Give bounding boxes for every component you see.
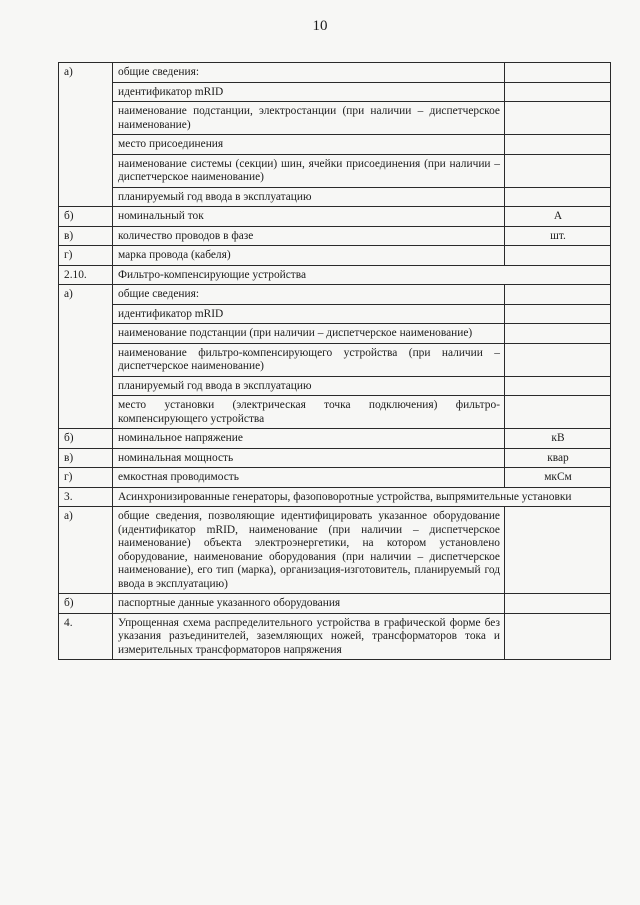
row-text: наименование подстанции (при наличии – диспетчерское наименование) [113,324,505,344]
table-row [59,102,611,135]
row-text: общие сведения: [113,63,505,83]
row-number: б) [59,429,113,449]
value-cell [505,304,611,324]
value-cell [505,102,611,135]
table-row [59,468,611,488]
table-row [59,207,611,227]
unit-cell: квар [505,448,611,468]
value-cell [505,613,611,660]
unit-cell: шт. [505,226,611,246]
row-number: в) [59,226,113,246]
row-text: номинальная мощность [113,448,505,468]
row-number: б) [59,594,113,614]
table-row [59,343,611,376]
row-number: а) [59,507,113,594]
table-row [59,304,611,324]
table-row [59,154,611,187]
row-text: емкостная проводимость [113,468,505,488]
row-number: в) [59,448,113,468]
value-cell [505,246,611,266]
table-row [59,429,611,449]
row-number: 3. [59,487,113,507]
row-number: а) [59,63,113,207]
unit-cell: кВ [505,429,611,449]
row-number: б) [59,207,113,227]
row-text: номинальное напряжение [113,429,505,449]
row-text: место установки (электрическая точка подключения) фильтро-компенсирующего устройства [113,396,505,429]
table-row [59,246,611,266]
row-text: планируемый год ввода в эксплуатацию [113,187,505,207]
value-cell [505,507,611,594]
row-text: Упрощенная схема распределительного устройства в графической форме без указания разъединителей, заземляющих ножей, трансформаторов тока и измерительных трансформаторов напряжения [113,613,505,660]
section-title: Фильтро-компенсирующие устройства [113,265,611,285]
table-row [59,396,611,429]
section-title: Асинхронизированные генераторы, фазоповоротные устройства, выпрямительные установки [113,487,611,507]
row-text: паспортные данные указанного оборудования [113,594,505,614]
unit-cell: А [505,207,611,227]
table-row [59,285,611,305]
unit-cell: мкСм [505,468,611,488]
row-number: 4. [59,613,113,660]
table-row [59,187,611,207]
value-cell [505,135,611,155]
row-text: общие сведения, позволяющие идентифицировать указанное оборудование (идентификатор mRID, наименование (при наличии – диспетчерское наименование) объекта электроэнергетики, на котором установлено оборудование, наименование оборудования (при наличии – диспетчерское наименование), его тип (марка), организация-изготовитель, планируемый год ввода в эксплуатацию) [113,507,505,594]
table-row [59,448,611,468]
row-text: идентификатор mRID [113,304,505,324]
row-text: наименование подстанции, электростанции (при наличии – диспетчерское наименование) [113,102,505,135]
row-number: г) [59,468,113,488]
row-text: идентификатор mRID [113,82,505,102]
row-number: а) [59,285,113,429]
value-cell [505,154,611,187]
table-row [59,265,611,285]
row-text: наименование фильтро-компенсирующего устройства (при наличии – диспетчерское наименование) [113,343,505,376]
row-text: наименование системы (секции) шин, ячейки присоединения (при наличии – диспетчерское наименование) [113,154,505,187]
value-cell [505,343,611,376]
table-row [59,594,611,614]
requirements-table [58,62,611,660]
row-text: номинальный ток [113,207,505,227]
row-number: 2.10. [59,265,113,285]
table-row [59,63,611,83]
row-number: г) [59,246,113,266]
table-row [59,376,611,396]
value-cell [505,285,611,305]
row-text: количество проводов в фазе [113,226,505,246]
value-cell [505,396,611,429]
row-text: общие сведения: [113,285,505,305]
table-row [59,226,611,246]
page-number: 10 [312,18,328,34]
value-cell [505,63,611,83]
value-cell [505,324,611,344]
table-row [59,82,611,102]
row-text: планируемый год ввода в эксплуатацию [113,376,505,396]
table-row [59,613,611,660]
table-row [59,135,611,155]
table-row [59,324,611,344]
row-text: место присоединения [113,135,505,155]
value-cell [505,187,611,207]
table-row [59,487,611,507]
row-text: марка провода (кабеля) [113,246,505,266]
value-cell [505,82,611,102]
value-cell [505,594,611,614]
table-row [59,507,611,594]
value-cell [505,376,611,396]
